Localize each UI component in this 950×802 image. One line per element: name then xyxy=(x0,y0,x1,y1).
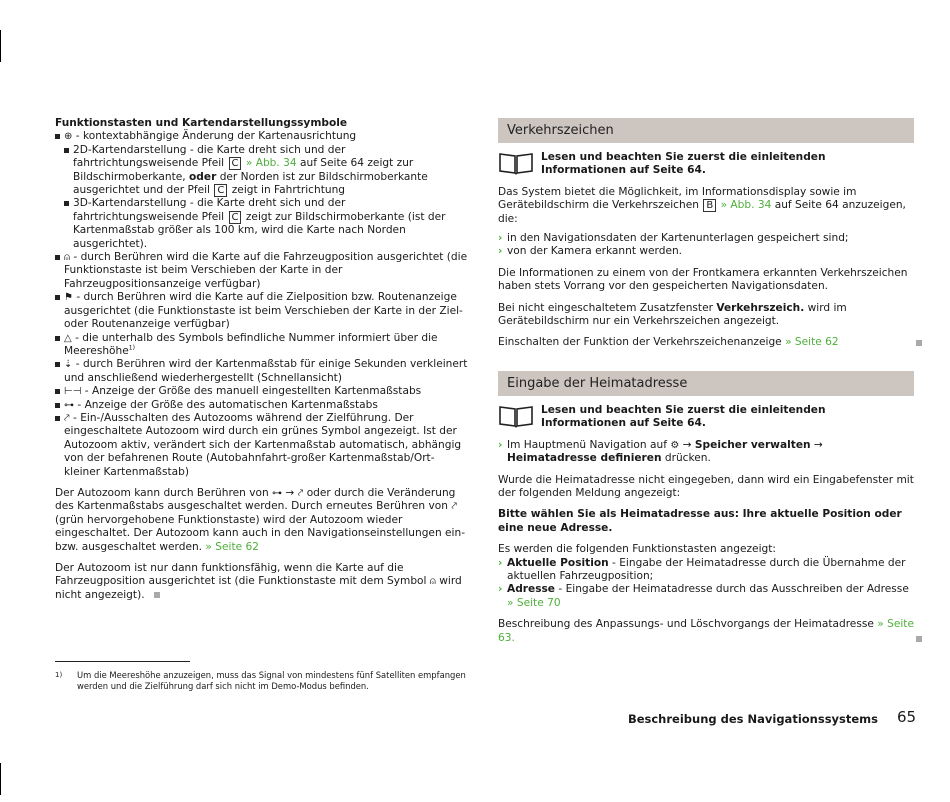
list-item: › Adresse - Eingabe der Heimatadresse durch das Ausschreiben der Adresse » Seite 70 xyxy=(498,583,909,609)
end-marker xyxy=(154,592,160,598)
callout-box: C xyxy=(229,211,242,224)
note-box xyxy=(498,151,914,178)
autozoom-icon: ⤤ xyxy=(297,487,304,499)
book-icon xyxy=(498,151,534,175)
page-link[interactable]: » Seite 63. xyxy=(498,618,914,644)
step-list xyxy=(498,439,914,466)
message-text: Bitte wählen Sie als Heimatadresse aus: Ihre aktuelle Position oder eine neue Adresse. xyxy=(498,508,902,534)
paragraph: Die Informationen zu einem von der Frontkamera erkannten Verkehrszeichen haben stets Vorrang vor den gespeicherten Navigationsdaten. xyxy=(498,266,908,293)
book-icon xyxy=(498,404,534,428)
sub-list xyxy=(64,144,470,251)
paragraph: Der Autozoom kann durch Berühren von ⊶ → ⤤ oder durch die Veränderung des Kartenmaßstabs ausgeschaltet werden. Durch erneutes Berühren von ⤤ (grün hervorgehobene Funktionstaste) wird der Autozoom wieder eingeschaltet. Der Autozoom kann auch in den Navigationseinstellungen ein- bzw. ausgeschaltet werden. » Seite 62 xyxy=(55,486,466,553)
paragraph: Es werden die folgenden Funktionstasten angezeigt: xyxy=(498,543,776,556)
vehicle-position-icon: ⍝ xyxy=(64,252,70,264)
function-key-list xyxy=(55,130,470,479)
arrow-icon: › xyxy=(498,556,503,569)
page-link[interactable]: » Seite 62 xyxy=(785,336,839,349)
footnote-mark: 1) xyxy=(55,671,63,679)
crop-mark-bottom xyxy=(0,763,1,795)
auto-scale-icon: ⊶ xyxy=(272,487,283,499)
autozoom-icon: ⤤ xyxy=(64,412,70,424)
list-item: ⍝ - durch Berühren wird die Karte auf die Fahrzeugposition ausgerichtet (die Funktionstaste ist beim Verschieben der Karte in der Fahrzeugpositionsanzeige verfügbar) xyxy=(55,251,470,291)
callout-box: C xyxy=(229,157,242,170)
arrow-icon: › xyxy=(498,583,503,596)
callout-box: C xyxy=(214,184,227,197)
end-marker xyxy=(916,340,922,346)
list-item: ⊶ - Anzeige der Größe des automatischen Kartenmaßstabs xyxy=(55,399,470,412)
note-text: Lesen und beachten Sie zuerst die einleitenden Informationen auf Seite 64. xyxy=(541,151,826,177)
left-column xyxy=(55,117,470,602)
list-item: ⤤ - Ein-/Ausschalten des Autozooms während der Zielführung. Der eingeschaltete Autozoom wird durch ein grünes Symbol angezeigt. Ist der Autozoom aktiv, verändert sich der Kartenmaßstab automatisch, abhängig von der befahrenen Route (Autobahnfahrt-großer Kartenmaßstab/Ort-kleiner Kartenmaßstab) xyxy=(55,412,470,479)
list-item: ⊢⊣ - Anzeige der Größe des manuell eingestellten Kartenmaßstabs xyxy=(55,385,470,398)
running-footer: Beschreibung des Navigationssystems xyxy=(627,712,878,726)
autozoom-icon: ⤤ xyxy=(451,501,457,513)
page-number: 65 xyxy=(897,708,917,726)
figure-link[interactable]: » Abb. 34 xyxy=(720,199,772,212)
list-item: › Aktuelle Position - Eingabe der Heimatadresse durch die Übernahme der aktuellen Fahrzeugposition; xyxy=(498,556,906,582)
figure-link[interactable]: » Abb. 34 xyxy=(245,157,297,170)
list-item: ⇣ - durch Berühren wird der Kartenmaßstab für einige Sekunden verkleinert und anschließend wiederhergestellt (Schnellansicht) xyxy=(55,358,470,385)
vehicle-position-icon: ⍝ xyxy=(429,576,436,588)
footnote xyxy=(55,670,475,691)
list-item: 2D-Kartendarstellung - die Karte dreht sich und der fahrtrichtungsweisende Pfeil C » Abb. 34 auf Seite 64 zeigt zur Bildschirmoberkante, oder der Norden ist zur Bildschirmoberkante ausgerichtet und der Pfeil C zeigt in Fahrtrichtung xyxy=(64,144,470,198)
destination-icon: ⚑ xyxy=(64,292,73,304)
list-item: △ - die unterhalb des Symbols befindliche Nummer informiert über die Meereshöhe$^{1)}$ xyxy=(55,332,470,359)
arrow-icon: › xyxy=(498,232,503,245)
callout-box: B xyxy=(703,199,716,212)
paragraph: Der Autozoom ist nur dann funktionsfähig, wenn die Karte auf die Fahrzeugposition ausgerichtet ist (die Funktionstaste mit dem Symbol ⍝ wird nicht angezeigt). xyxy=(55,562,462,601)
list-item: › in den Navigationsdaten der Kartenunterlagen gespeichert sind; xyxy=(498,232,849,245)
section-heading-verkehrszeichen: Verkehrszeichen xyxy=(498,118,914,143)
arrow-list xyxy=(498,232,914,259)
note-text: Lesen und beachten Sie zuerst die einleitenden Informationen auf Seite 64. xyxy=(541,403,826,430)
arrow-icon: › xyxy=(498,245,503,258)
page-link[interactable]: » Seite 62 xyxy=(205,540,259,553)
footnote-text: Um die Meereshöhe anzuzeigen, muss das Signal von mindestens fünf Satelliten empfangen werden und die Zielführung darf sich nicht im Demo-Modus befinden. xyxy=(77,670,466,691)
paragraph: Das System bietet die Möglichkeit, im Informationsdisplay sowie im Gerätebildschirm die Verkehrszeichen B » Abb. 34 auf Seite 64 anzuzeigen, die: xyxy=(498,185,906,225)
list-item: 3D-Kartendarstellung - die Karte dreht sich und der fahrtrichtungsweisende Pfeil C zeigt zur Bildschirmoberkante (ist der Kartenmaßstab größer als 100 km, wird die Karte nach Norden ausgerichtet). xyxy=(64,197,470,251)
arrow-icon: › xyxy=(498,438,503,451)
section-heading-heimatadresse: Eingabe der Heimatadresse xyxy=(498,371,914,396)
footnote-divider xyxy=(55,661,190,662)
list-item: ⚑ - durch Berühren wird die Karte auf die Zielposition bzw. Routenanzeige ausgerichtet (die Funktionstaste ist beim Verschieben der Karte in der Ziel- oder Routenanzeige verfügbar) xyxy=(55,291,470,331)
footnote-ref[interactable]: 1) xyxy=(128,344,135,352)
setup-icon: ⚙ xyxy=(670,439,680,451)
list-item: › Im Hauptmenü Navigation auf ⚙ → Speicher verwalten → Heimatadresse definieren drücken. xyxy=(498,438,823,465)
page-link[interactable]: » Seite 70 xyxy=(507,596,561,609)
function-key-list xyxy=(498,557,914,611)
crop-mark-top xyxy=(0,30,1,62)
paragraph: Beschreibung des Anpassungs- und Löschvorgangs der Heimatadresse » Seite 63. xyxy=(498,618,914,645)
list-item: › von der Kamera erkannt werden. xyxy=(498,245,683,258)
paragraph: Bei nicht eingeschaltetem Zusatzfenster Verkehrszeich. wird im Gerätebildschirm nur ein Verkehrszeichen angezeigt. xyxy=(498,301,847,328)
right-column xyxy=(498,118,914,645)
end-marker xyxy=(916,636,922,642)
note-box xyxy=(498,404,914,431)
section-heading: Funktionstasten und Kartendarstellungssymbole xyxy=(55,117,348,129)
paragraph: Wurde die Heimatadresse nicht eingegeben, dann wird ein Eingabefenster mit der folgenden Meldung angezeigt: xyxy=(498,473,914,499)
auto-scale-icon: ⊶ xyxy=(64,399,74,411)
quick-view-icon: ⇣ xyxy=(64,359,73,371)
altitude-icon: △ xyxy=(64,332,72,344)
paragraph: Einschalten der Funktion der Verkehrszeichenanzeige » Seite 62 xyxy=(498,336,914,349)
list-item: ⊕ - kontextabhängige Änderung der Kartenausrichtung 2D-Kartendarstellung - die Karte dreht sich und der fahrtrichtungsweisende Pfeil C » Abb. 34 auf Seite 64 zeigt zur Bildschirmoberkante, oder der Norden ist zur Bildschirmoberkante ausgerichtet und der Pfeil C zeigt in Fahrtrichtung 3D-Kartendarstellung - die Karte dreht sich und der fahrtrichtungsweisende Pfeil C zeigt zur Bildschirmoberkante (ist der Kartenmaßstab größer als 100 km, wird die Karte nach Norden ausgerichtet). xyxy=(55,130,470,251)
scale-icon: ⊢⊣ xyxy=(64,386,82,398)
compass-icon: ⊕ xyxy=(64,131,73,143)
